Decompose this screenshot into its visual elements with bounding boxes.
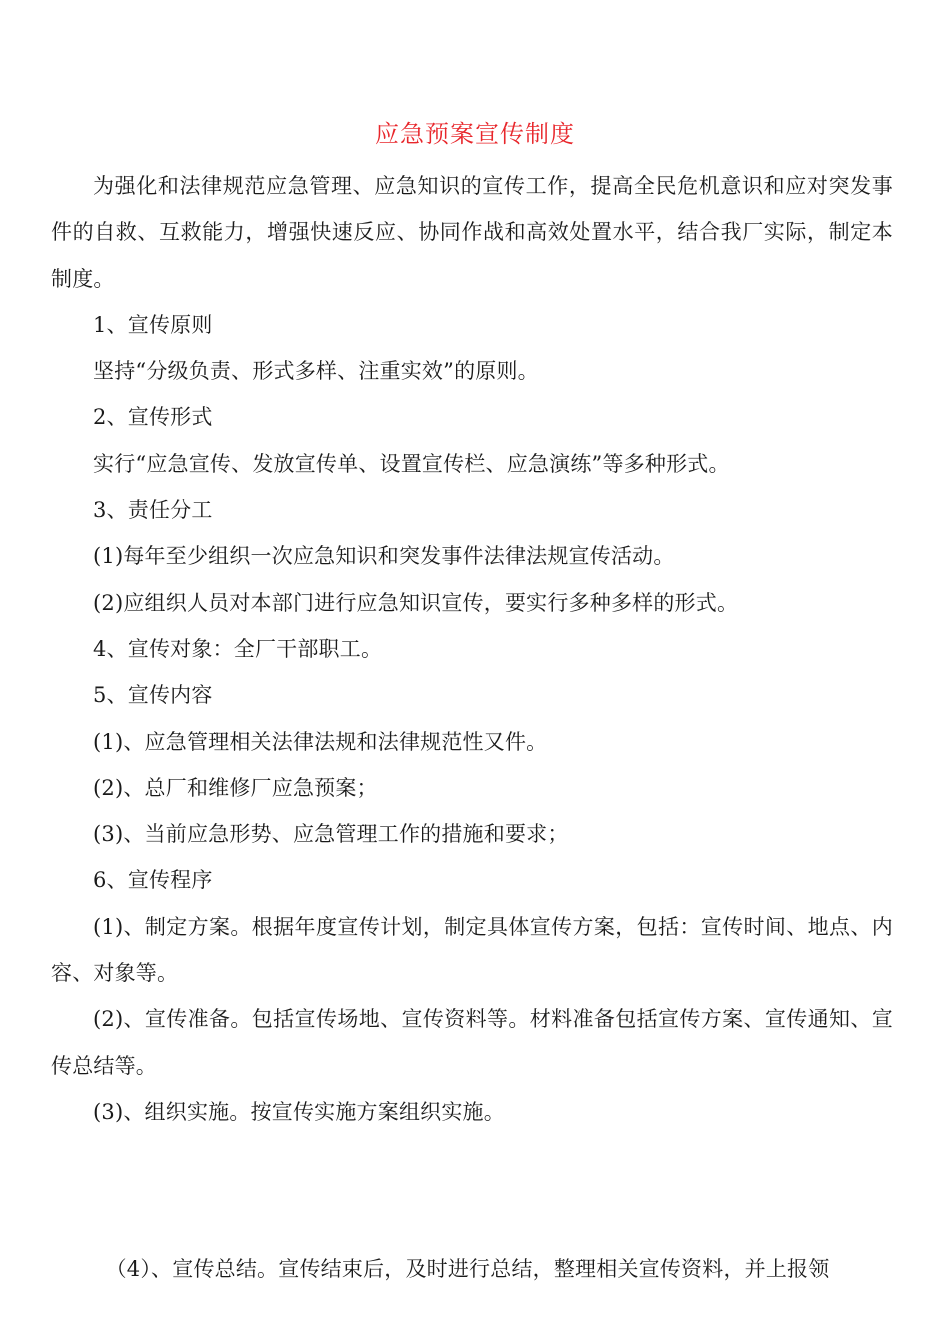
list-item-procedure-2: (2)、宣传准备。包括宣传场地、宣传资料等。材料准备包括宣传方案、宣传通知、宣传总结等。 [51, 1007, 893, 1078]
document-title: 应急预案宣传制度 [375, 120, 575, 148]
section-heading-audience: 4、宣传对象：全厂干部职工。 [93, 636, 383, 661]
list-item-procedure-4: （4）、宣传总结。宣传结束后，及时进行总结，整理相关宣传资料，并上报领 [105, 1257, 830, 1281]
paragraph-form: 实行“应急宣传、发放宣传单、设置宣传栏、应急演练”等多种形式。 [93, 451, 730, 476]
section-heading-form: 2、宣传形式 [93, 405, 213, 430]
section-heading-content: 5、宣传内容 [93, 683, 213, 708]
section-heading-procedure: 6、宣传程序 [93, 868, 213, 893]
list-item-procedure-1: (1)、制定方案。根据年度宣传计划，制定具体宣传方案，包括：宣传时间、地点、内容、对象等。 [51, 914, 893, 986]
list-item-responsibility-1: (1)每年至少组织一次应急知识和突发事件法律法规宣传活动。 [93, 544, 675, 569]
section-heading-responsibility: 3、责任分工 [93, 498, 213, 523]
intro-paragraph: 为强化和法律规范应急管理、应急知识的宣传工作，提高全民危机意识和应对突发事件的自救、互救能力，增强快速反应、协同作战和高效处置水平，结合我厂实际，制定本制度。 [51, 174, 893, 291]
list-item-responsibility-2: (2)应组织人员对本部门进行应急知识宣传，要实行多种多样的形式。 [93, 590, 739, 615]
section-heading-principle: 1、宣传原则 [93, 312, 213, 337]
list-item-content-2: (2)、总厂和维修厂应急预案； [93, 775, 378, 800]
list-item-content-3: (3)、当前应急形势、应急管理工作的措施和要求； [93, 822, 569, 847]
paragraph-principle: 坚持“分级负责、形式多样、注重实效”的原则。 [93, 359, 539, 384]
list-item-content-1: (1)、应急管理相关法律法规和法律规范性又件。 [93, 729, 548, 754]
list-item-procedure-3: (3)、组织实施。按宣传实施方案组织实施。 [93, 1099, 505, 1124]
document-body [51, 163, 893, 1135]
